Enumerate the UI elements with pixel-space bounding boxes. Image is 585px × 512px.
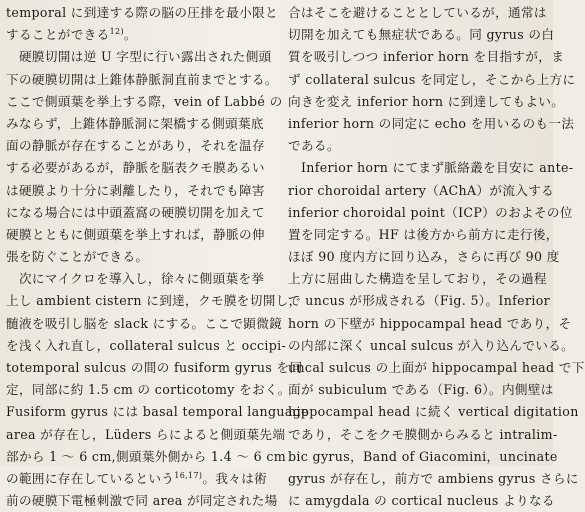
text-line — [288, 335, 575, 357]
text-line — [6, 357, 303, 379]
text-line — [288, 46, 565, 68]
text-line — [288, 468, 579, 490]
line-text: である。 — [288, 138, 340, 154]
right-text-column — [288, 2, 585, 512]
text-line — [6, 290, 302, 312]
line-text-tail: 。我々は術 — [202, 470, 268, 486]
line-text: 質を吸引しつつ inferior horn を目指すが，ま — [288, 49, 565, 65]
text-line — [6, 490, 278, 512]
text-line — [288, 24, 555, 46]
line-text: gyrus が存在し，前方で ambiens gyrus さらに — [288, 470, 579, 486]
line-text: temporal に到達する際の脳の圧排を最小限と — [6, 5, 278, 20]
text-line — [288, 91, 565, 113]
line-text: bic gyrus，Band of Giacomini，uncinate — [288, 448, 558, 464]
line-text: horn の下壁が hippocampal head であり，そ — [288, 315, 572, 331]
line-text: ほぼ 90 度内方に回り込み，さらに再び 90 度 — [288, 249, 560, 265]
line-text: 硬膜とともに側頭葉を挙上すれば，静脈の伸 — [6, 226, 265, 242]
citation-superscript: 12) — [109, 27, 124, 37]
line-text: 合はそこを避けることとしているが，通常は — [288, 5, 547, 20]
text-line — [288, 313, 572, 335]
text-line — [288, 2, 548, 24]
text-line — [6, 69, 278, 91]
line-text: 張を防ぐことができる。 — [6, 249, 149, 265]
text-line — [6, 268, 268, 290]
text-line — [6, 91, 283, 113]
line-text: Fusiform gyrus には basal temporal language — [6, 404, 309, 420]
text-line — [288, 135, 548, 157]
line-text: の内部に深く uncal sulcus が入り込んでいる。 — [288, 337, 575, 353]
text-line — [288, 268, 548, 290]
text-line — [6, 113, 268, 135]
text-line — [6, 446, 287, 468]
text-line — [6, 24, 268, 46]
text-line — [288, 224, 559, 246]
text-line — [288, 290, 551, 312]
text-line — [288, 69, 576, 91]
text-line — [6, 46, 272, 68]
line-text: であり，そこをクモ膜側からみると intralim- — [288, 426, 558, 442]
line-text: することができる — [6, 27, 110, 43]
line-text: の範囲に存在しているという — [6, 470, 175, 486]
text-line — [6, 135, 268, 157]
line-text: 向きを変え inferior horn に到達してもよい。 — [288, 93, 565, 109]
text-line — [6, 224, 268, 246]
text-line — [6, 401, 309, 423]
text-line — [6, 335, 287, 357]
line-text: 下の硬膜切開は上錐体静脈洞直前までとする。 — [6, 71, 278, 87]
line-text: になる場合には中頭蓋窩の硬膜切開を加えて — [6, 204, 265, 220]
line-text: 前の硬膜下電極刺激で同 area が同定された場 — [6, 493, 278, 509]
line-text: で uncus が形成される（Fig. 5）。Inferior — [288, 293, 551, 309]
line-text: 上し ambient cistern に到達，クモ膜を切開し， — [6, 293, 302, 309]
line-text: rior choroidal artery（AChA）が流入する — [288, 182, 555, 198]
line-text: ここで側頭葉を挙上する際，vein of Labbé の — [6, 93, 283, 109]
text-line — [288, 357, 585, 379]
text-line — [288, 246, 560, 268]
text-line — [6, 313, 283, 335]
citation-superscript: 16,17) — [174, 470, 203, 480]
text-line — [6, 157, 268, 179]
line-text: 部から 1 ～ 6 cm,側頭葉外側から 1.4 ～ 6 cm — [6, 448, 287, 464]
line-text: 髄液を吸引し脳を slack にする。ここで顕微鏡 — [6, 315, 283, 331]
line-text: uncal sulcus の上面が hippocampal head で下 — [288, 360, 585, 375]
line-text: 切開を加えても無症状である。同 gyrus の白 — [288, 27, 555, 43]
line-text: 次にマイクロを導入し，徐々に側頭葉を挙 — [6, 271, 265, 287]
line-text: 硬膜切開は逆 U 字型に行い露出された側頭 — [6, 49, 272, 65]
text-line — [6, 2, 278, 24]
line-text: inferior choroidal point（ICP）のおよその位 — [288, 204, 573, 220]
text-line — [288, 446, 558, 468]
text-line — [6, 202, 268, 224]
text-line — [288, 490, 555, 512]
line-text: 面の静脈が存在することがあり，それを温存 — [6, 138, 265, 154]
text-line — [6, 424, 286, 446]
text-line — [288, 180, 555, 202]
text-line — [6, 246, 268, 268]
left-text-column — [6, 2, 309, 512]
line-text: みならず，上錐体静脈洞に架橋する側頭葉底 — [6, 115, 264, 131]
line-text: area が存在し，Lüders らによると側頭葉先端 — [6, 426, 286, 442]
text-line — [288, 379, 554, 401]
text-line — [288, 157, 574, 179]
line-text: は硬膜より十分に剥離したり，それでも障害 — [6, 182, 265, 198]
line-text: totemporal sulcus の間の fusiform gyrus を同 — [6, 360, 303, 375]
line-text: ず collateral sulcus を同定し，そこから上方に — [288, 71, 576, 87]
line-text: 置を同定する。HF は後方から前方に走行後， — [288, 226, 559, 242]
line-text: を浅く入れ直し，collateral sulcus と occipi- — [6, 337, 287, 353]
text-line — [288, 424, 558, 446]
line-text: 定，同部に約 1.5 cm の corticotomy をおく。 — [6, 382, 291, 398]
text-line — [288, 202, 573, 224]
text-line — [288, 113, 575, 135]
text-line — [6, 180, 268, 202]
line-text: 面が subiculum である（Fig. 6）。内側壁は — [288, 382, 554, 398]
line-text: inferior horn の同定に echo を用いるのも一法 — [288, 115, 575, 131]
text-line — [288, 401, 579, 423]
text-line — [6, 379, 291, 401]
line-text: 上方に屈曲した構造を呈しており，その過程 — [288, 271, 547, 287]
line-text: に amygdala の cortical nucleus よりなる — [288, 493, 555, 509]
line-text: する必要があるが，静脈を脳表クモ膜あるい — [6, 160, 265, 176]
line-text: Inferior horn にてまず脈絡叢を目安に ante- — [288, 160, 574, 176]
line-text-tail: 。 — [123, 27, 137, 43]
line-text: hippocampal head に続く vertical digitation — [288, 404, 579, 420]
text-line — [6, 468, 268, 490]
